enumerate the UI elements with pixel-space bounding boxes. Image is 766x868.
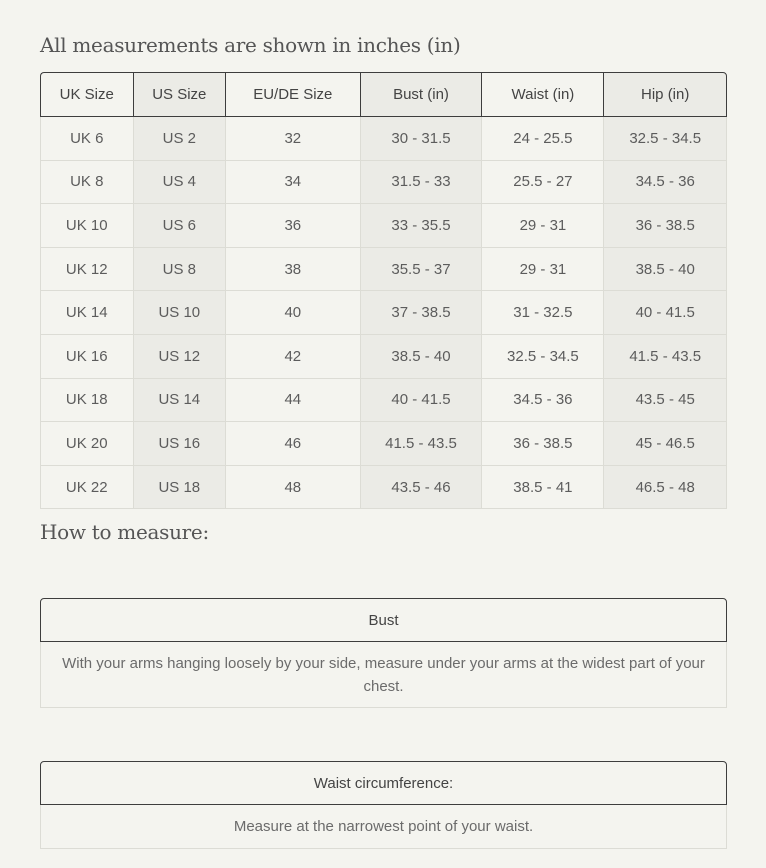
cell-bust: 31.5 - 33 [360, 161, 482, 205]
cell-bust: 37 - 38.5 [360, 291, 482, 335]
cell-us-size: US 2 [133, 117, 226, 161]
waist-measure-panel [40, 761, 727, 849]
cell-bust: 33 - 35.5 [360, 204, 482, 248]
cell-waist: 31 - 32.5 [481, 291, 603, 335]
waist-panel-title: Waist circumference: [40, 761, 727, 805]
cell-hip: 34.5 - 36 [603, 161, 727, 205]
cell-eu-de-size: 48 [225, 466, 359, 510]
cell-eu-de-size: 44 [225, 379, 359, 423]
table-row [40, 291, 727, 335]
cell-waist: 38.5 - 41 [481, 466, 603, 510]
cell-waist: 29 - 31 [481, 204, 603, 248]
cell-us-size: US 6 [133, 204, 226, 248]
cell-hip: 38.5 - 40 [603, 248, 727, 292]
cell-waist: 32.5 - 34.5 [481, 335, 603, 379]
cell-us-size: US 8 [133, 248, 226, 292]
bust-panel-text: With your arms hanging loosely by your side, measure under your arms at the widest part of your chest. [40, 642, 727, 708]
table-row [40, 161, 727, 205]
cell-us-size: US 16 [133, 422, 226, 466]
cell-us-size: US 4 [133, 161, 226, 205]
cell-hip: 45 - 46.5 [603, 422, 727, 466]
cell-eu-de-size: 38 [225, 248, 359, 292]
cell-waist: 29 - 31 [481, 248, 603, 292]
cell-hip: 40 - 41.5 [603, 291, 727, 335]
column-header-uk-size: UK Size [40, 72, 133, 117]
cell-us-size: US 18 [133, 466, 226, 510]
column-header-eu-de-size: EU/DE Size [225, 72, 359, 117]
cell-uk-size: UK 6 [40, 117, 133, 161]
cell-waist: 34.5 - 36 [481, 379, 603, 423]
table-row [40, 466, 727, 510]
cell-uk-size: UK 8 [40, 161, 133, 205]
cell-eu-de-size: 32 [225, 117, 359, 161]
cell-eu-de-size: 46 [225, 422, 359, 466]
cell-uk-size: UK 20 [40, 422, 133, 466]
cell-waist: 36 - 38.5 [481, 422, 603, 466]
cell-uk-size: UK 12 [40, 248, 133, 292]
cell-uk-size: UK 10 [40, 204, 133, 248]
cell-hip: 32.5 - 34.5 [603, 117, 727, 161]
bust-panel-title: Bust [40, 598, 727, 642]
cell-hip: 43.5 - 45 [603, 379, 727, 423]
cell-bust: 43.5 - 46 [360, 466, 482, 510]
waist-panel-text: Measure at the narrowest point of your waist. [40, 805, 727, 849]
column-header-us-size: US Size [133, 72, 226, 117]
cell-bust: 35.5 - 37 [360, 248, 482, 292]
cell-uk-size: UK 14 [40, 291, 133, 335]
table-header-row [40, 72, 727, 117]
bust-measure-panel [40, 598, 727, 708]
cell-us-size: US 12 [133, 335, 226, 379]
cell-bust: 38.5 - 40 [360, 335, 482, 379]
cell-us-size: US 10 [133, 291, 226, 335]
cell-eu-de-size: 36 [225, 204, 359, 248]
cell-uk-size: UK 16 [40, 335, 133, 379]
column-header-bust: Bust (in) [360, 72, 482, 117]
cell-hip: 41.5 - 43.5 [603, 335, 727, 379]
column-header-waist: Waist (in) [481, 72, 603, 117]
table-row [40, 379, 727, 423]
cell-eu-de-size: 40 [225, 291, 359, 335]
cell-eu-de-size: 34 [225, 161, 359, 205]
table-row [40, 117, 727, 161]
cell-us-size: US 14 [133, 379, 226, 423]
how-to-measure-heading: How to measure: [40, 520, 209, 544]
cell-uk-size: UK 22 [40, 466, 133, 510]
table-row [40, 204, 727, 248]
page-title: All measurements are shown in inches (in) [40, 33, 461, 57]
table-row [40, 422, 727, 466]
cell-uk-size: UK 18 [40, 379, 133, 423]
table-row [40, 248, 727, 292]
table-row [40, 335, 727, 379]
cell-waist: 24 - 25.5 [481, 117, 603, 161]
cell-waist: 25.5 - 27 [481, 161, 603, 205]
size-chart-table [40, 72, 727, 509]
cell-bust: 30 - 31.5 [360, 117, 482, 161]
cell-hip: 46.5 - 48 [603, 466, 727, 510]
cell-eu-de-size: 42 [225, 335, 359, 379]
cell-bust: 40 - 41.5 [360, 379, 482, 423]
cell-bust: 41.5 - 43.5 [360, 422, 482, 466]
column-header-hip: Hip (in) [603, 72, 727, 117]
cell-hip: 36 - 38.5 [603, 204, 727, 248]
